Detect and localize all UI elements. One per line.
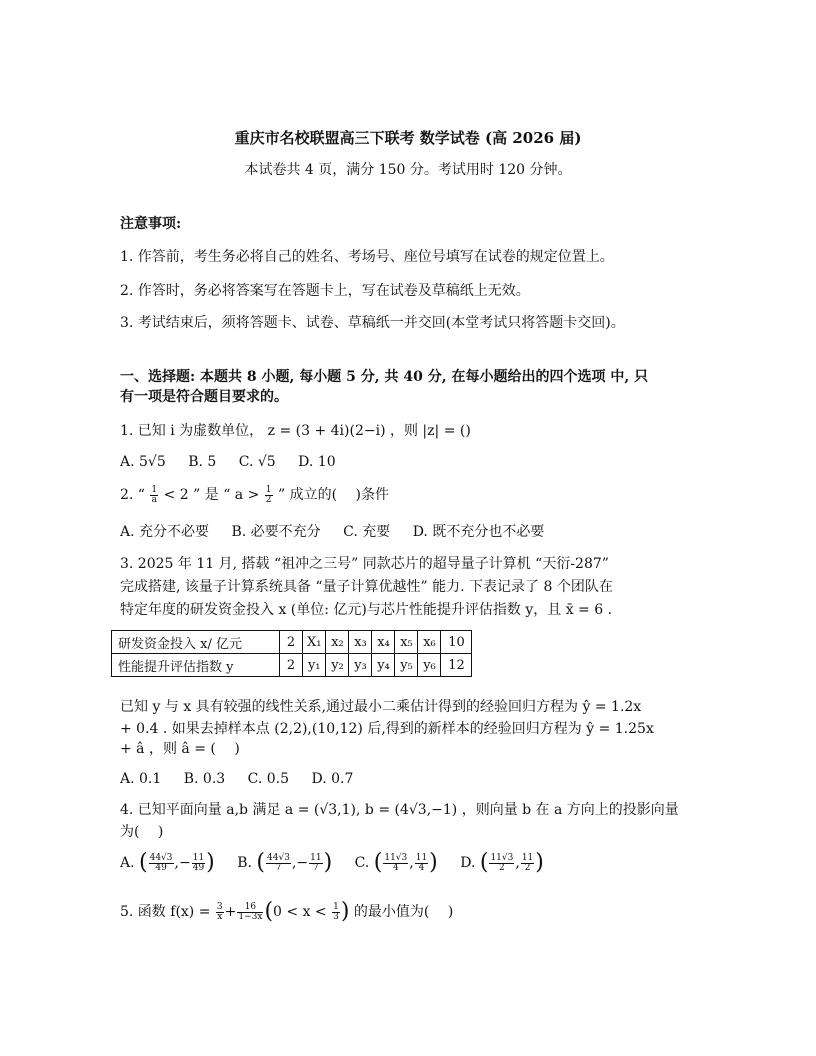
frac-num: 11 <box>310 852 322 863</box>
frac-num: 44√3 <box>149 852 173 863</box>
q4-option-b-label: B. <box>237 855 252 871</box>
q4-line1: 4. 已知平面向量 a,b 满足 a = (√3,1), b = (4√3,−1) ，则向量 b 在 a 方向上的投影向量 <box>120 802 679 818</box>
frac-den: 1−3x <box>238 911 263 922</box>
table-cell: X₁ <box>303 631 326 654</box>
q2-fraction-1-over-2 <box>265 486 273 505</box>
q4-b-frac1 <box>266 854 291 873</box>
table-cell: y₃ <box>349 654 372 677</box>
q3-line3: 特定年度的研发资金投入 x (单位: 亿元)与芯片性能提升评估指数 y，且 x̄ = 6 . <box>120 602 613 618</box>
table-cell: y₅ <box>395 654 418 677</box>
q4-option-c-label: C. <box>354 855 370 871</box>
q5-condition: 0 < x < <box>273 904 327 920</box>
q1-option-a: A. 5√5 <box>120 454 166 470</box>
q1-option-c: C. √5 <box>238 454 276 470</box>
q1-options <box>120 452 354 472</box>
frac-den: 7 <box>312 862 319 873</box>
table-cell: 2 <box>280 631 303 654</box>
q5-text: 5. 函数 f(x) = $\frac{3}{x}$ + $\frac{16}{1-3x}$ (0 < x < $\frac{1}{3}$ ) 的最小值为( ) <box>120 899 454 924</box>
q2-mid: < 2 ” 是 “ a > <box>163 487 260 503</box>
q5-frac-1-over-3 <box>332 903 340 922</box>
table-row <box>112 654 472 677</box>
frac-den: 3 <box>333 911 339 922</box>
table-cell: x₆ <box>418 631 441 654</box>
frac-num: 1 <box>333 901 339 912</box>
q5-frac-16 <box>237 903 263 922</box>
q4-option-b: B. ( $\frac{44√3}{7}$ ,− $\frac{11}{7}$ ) <box>237 850 333 875</box>
q4-c-frac1 <box>383 854 408 873</box>
exam-subtitle: 本试卷共 4 页，满分 150 分。考试用时 120 分钟。 <box>244 162 572 178</box>
q2-frac1-num: 1 <box>151 484 158 495</box>
q4-options <box>120 850 562 875</box>
frac-num: 16 <box>237 903 263 913</box>
table-cell: 12 <box>441 654 472 677</box>
section1-heading-line1: 一、选择题: 本题共 8 小题, 每小题 5 分, 共 40 分, 在每小题给出的四个选项 中, 只 <box>120 369 649 385</box>
q4-a-frac2 <box>192 854 205 873</box>
q2-options <box>120 522 562 542</box>
q4-b-frac2 <box>309 854 322 873</box>
table-cell: y₂ <box>326 654 349 677</box>
q2-text <box>120 485 389 505</box>
frac-num: 11 <box>415 852 428 863</box>
q4-option-d: D. ( $\frac{11√3}{2}$ , $\frac{11}{2}$ ) <box>460 850 544 875</box>
table-row <box>112 631 472 654</box>
notice-heading: 注意事项: <box>120 216 182 232</box>
table-row-head: 性能提升评估指数 y <box>112 654 280 677</box>
q5-frac-3-over-x <box>216 903 224 922</box>
table-cell: x₃ <box>349 631 372 654</box>
q3-option-b: B. 0.3 <box>183 771 226 787</box>
q2-prefix: 2. “ <box>120 487 145 503</box>
frac-num: 11 <box>192 852 205 863</box>
table-cell: y₁ <box>303 654 326 677</box>
q3-option-c: C. 0.5 <box>247 771 290 787</box>
q4-b-sign: − <box>296 855 309 871</box>
section1-heading-line2: 有一项是符合题目要求的。 <box>120 389 288 405</box>
q4-a-sign: − <box>178 855 191 871</box>
frac-num: 44√3 <box>267 852 290 863</box>
q2-frac1-den: a <box>151 494 157 505</box>
q2-fraction-1-over-a <box>150 486 158 505</box>
q1-text: 1. 已知 i 为虚数单位， z = (3 + 4i)(2−i) ，则 |z| = () <box>120 423 471 439</box>
frac-den: 2 <box>524 862 531 873</box>
q3-line2: 完成搭建, 该量子计算系统具备 “量子计算优越性” 能力. 下表记录了 8 个团队在 <box>120 579 613 595</box>
q3-line1: 3. 2025 年 11 月, 搭载 “祖冲之三号” 同款芯片的超导量子计算机 “天衍-287” <box>120 556 609 572</box>
table-cell: x₄ <box>372 631 395 654</box>
q4-option-a-label: A. <box>120 855 135 871</box>
q3-after-line2: + 0.4 . 如果去掉样本点 (2,2),(10,12) 后,得到的新样本的经验回归方程为 ŷ = 1.25x <box>120 721 654 737</box>
q4-c-frac2 <box>415 854 428 873</box>
table-cell: y₆ <box>418 654 441 677</box>
q4-option-a: A. ( $\frac{44√3}{49}$ ,− $\frac{11}{49}$ ) <box>120 850 215 875</box>
q4-option-d-label: D. <box>460 855 476 871</box>
frac-den: 49 <box>192 862 205 873</box>
q2-option-c: C. 充要 <box>343 524 391 540</box>
frac-num: 11√3 <box>490 852 514 863</box>
q3-after-line3: + â ，则 â = ( ) <box>120 741 240 757</box>
q4-option-c: C. ( $\frac{11√3}{4}$ , $\frac{11}{4}$ ) <box>354 850 438 875</box>
q2-frac2-num: 1 <box>265 484 272 495</box>
frac-den: x <box>217 911 223 922</box>
notice-item-2: 2. 作答时，务必将答案写在答题卡上，写在试卷及草稿纸上无效。 <box>120 283 530 299</box>
table-cell: x₂ <box>326 631 349 654</box>
q4-d-frac2 <box>521 854 534 873</box>
q2-option-d: D. 既不充分也不必要 <box>412 524 545 540</box>
q2-suffix: ” 成立的( )条件 <box>277 487 389 503</box>
frac-den: 7 <box>275 862 282 873</box>
table-row-head: 研发资金投入 x/ 亿元 <box>112 631 280 654</box>
q5-prefix: 5. 函数 f(x) = <box>120 904 211 920</box>
q1-option-d: D. 10 <box>298 454 336 470</box>
q3-after-line1: 已知 y 与 x 具有较强的线性关系,通过最小二乘估计得到的经验回归方程为 ŷ = 1.2x <box>120 699 642 715</box>
notice-item-3: 3. 考试结束后，须将答题卡、试卷、草稿纸一并交回(本堂考试只将答题卡交回)。 <box>120 315 625 331</box>
frac-num: 11√3 <box>384 852 408 863</box>
q4-line2: 为( ) <box>120 824 164 840</box>
table-cell: 10 <box>441 631 472 654</box>
table-cell: 2 <box>280 654 303 677</box>
frac-num: 3 <box>216 901 223 912</box>
q2-option-a: A. 充分不必要 <box>120 524 210 540</box>
q5-suffix: 的最小值为( ) <box>353 904 454 920</box>
table-cell: y₄ <box>372 654 395 677</box>
q3-options <box>120 769 371 789</box>
frac-den: 2 <box>499 862 505 873</box>
q2-frac2-den: 2 <box>265 494 272 505</box>
q3-option-a: A. 0.1 <box>120 771 162 787</box>
q5-plus: + <box>224 904 237 920</box>
frac-den: 4 <box>418 862 425 873</box>
q4-d-frac1 <box>489 854 514 873</box>
notice-item-1: 1. 作答前，考生务必将自己的姓名、考场号、座位号填写在试卷的规定位置上。 <box>120 249 614 265</box>
q2-option-b: B. 必要不充分 <box>231 524 321 540</box>
q1-option-b: B. 5 <box>188 454 217 470</box>
q3-data-table <box>111 630 472 677</box>
table-cell: x₅ <box>395 631 418 654</box>
frac-num: 11 <box>521 852 534 863</box>
q3-option-d: D. 0.7 <box>311 771 354 787</box>
exam-title: 重庆市名校联盟高三下联考 数学试卷 (高 2026 届) <box>234 129 582 147</box>
frac-den: 49 <box>155 862 167 873</box>
q4-a-frac1 <box>149 854 174 873</box>
frac-den: 4 <box>392 862 399 873</box>
